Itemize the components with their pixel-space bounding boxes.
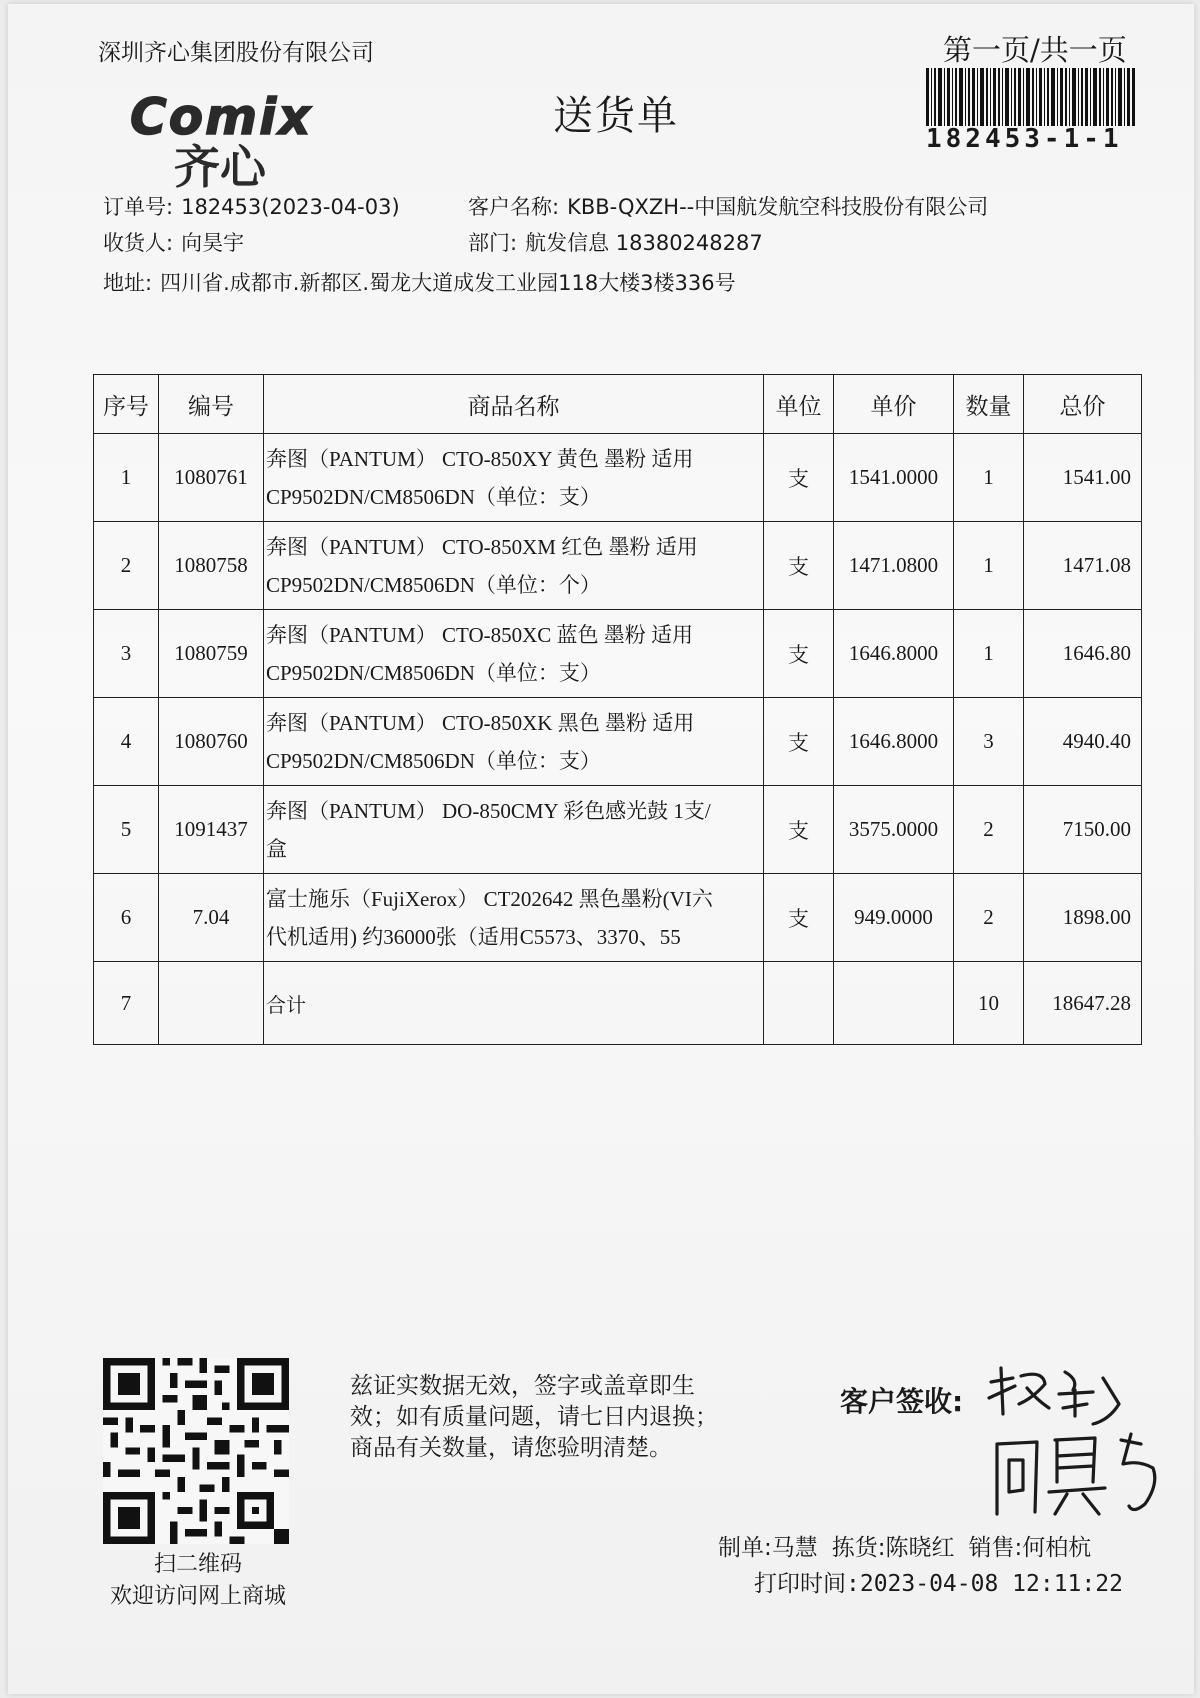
cell-seq: 4 <box>94 698 159 786</box>
cell-name-line-2: CP9502DN/CM8506DN（单位：支） <box>266 748 601 773</box>
cell-code: 1080758 <box>159 522 264 610</box>
svg-text:Comix: Comix <box>130 90 313 146</box>
cell-unit: 支 <box>764 786 834 874</box>
picker: 拣货:陈晓红 <box>831 1535 955 1561</box>
cell-code: 1080760 <box>159 698 264 786</box>
document-title: 送货单 <box>553 93 679 139</box>
cell-name-line-1: 奔图（PANTUM） CTO-850XK 黑色 墨粉 适用 <box>266 710 695 735</box>
address-label: 地址: <box>103 271 153 295</box>
col-header-total: 总价 <box>1024 375 1142 434</box>
cell-unit: 支 <box>764 522 834 610</box>
cell-name-line-2: CP9502DN/CM8506DN（单位：支） <box>266 660 601 685</box>
delivery-note-paper <box>8 4 1194 1694</box>
cell-price: 1471.0800 <box>834 522 954 610</box>
cell-name-line-2: CP9502DN/CM8506DN（单位：支） <box>266 484 601 509</box>
cell-qty: 1 <box>954 610 1024 698</box>
table-header-row <box>94 375 1142 434</box>
order-number-label: 订单号: <box>103 195 174 219</box>
address <box>103 267 736 297</box>
cell-name-line-1: 奔图（PANTUM） DO-850CMY 彩色感光鼓 1支/ <box>266 798 711 823</box>
receiver <box>103 227 244 257</box>
maker: 制单:马慧 <box>718 1535 818 1561</box>
cell-total: 1898.00 <box>1024 874 1142 962</box>
table-row <box>94 786 1142 874</box>
page-info: 第一页/共一页 <box>943 33 1127 67</box>
cell-unit-empty <box>764 962 834 1045</box>
cell-code: 7.04 <box>159 874 264 962</box>
cell-name-line-2: CP9502DN/CM8506DN（单位：个） <box>266 572 601 597</box>
cell-name <box>264 522 764 610</box>
cell-name-line-1: 奔图（PANTUM） CTO-850XC 蓝色 墨粉 适用 <box>266 622 694 647</box>
qr-caption-line-1: 扫二维码 <box>153 1552 242 1577</box>
barcode-number: 182453-1-1 <box>926 124 1123 154</box>
cell-name <box>264 434 764 522</box>
col-header-name: 商品名称 <box>264 375 764 434</box>
cell-total: 1471.08 <box>1024 522 1142 610</box>
cell-name <box>264 610 764 698</box>
comix-logo <box>126 90 351 190</box>
cell-seq: 6 <box>94 874 159 962</box>
col-header-unit: 单位 <box>764 375 834 434</box>
cell-total: 1541.00 <box>1024 434 1142 522</box>
total-qty: 10 <box>954 962 1024 1045</box>
cell-total: 4940.40 <box>1024 698 1142 786</box>
cell-name-line-2: 盒 <box>266 836 287 861</box>
cell-unit: 支 <box>764 698 834 786</box>
qr-code <box>103 1358 289 1544</box>
department-label: 部门: <box>468 231 518 255</box>
cell-name-line-2: 代机适用) 约36000张（适用C5573、3370、55 <box>266 924 681 949</box>
notice-line-3: 商品有关数量，请您验明清楚。 <box>350 1435 672 1461</box>
cell-name-line-1: 富士施乐（FujiXerox） CT202642 黑色墨粉(VI六 <box>266 886 713 911</box>
company-name: 深圳齐心集团股份有限公司 <box>98 40 374 66</box>
items-table <box>93 374 1142 1045</box>
table-row <box>94 522 1142 610</box>
cell-code: 1091437 <box>159 786 264 874</box>
customer-name <box>468 191 988 221</box>
total-label: 合计 <box>264 962 764 1045</box>
table-row <box>94 698 1142 786</box>
cell-seq: 1 <box>94 434 159 522</box>
cell-unit: 支 <box>764 434 834 522</box>
col-header-qty: 数量 <box>954 375 1024 434</box>
receiver-label: 收货人: <box>103 231 174 255</box>
barcode <box>926 68 1136 126</box>
cell-qty: 1 <box>954 522 1024 610</box>
cell-code: 1080759 <box>159 610 264 698</box>
department-value: 航发信息 18380248287 <box>525 231 763 255</box>
cell-name-line-1: 奔图（PANTUM） CTO-850XM 红色 墨粉 适用 <box>266 534 698 559</box>
cell-name <box>264 786 764 874</box>
cell-price: 1646.8000 <box>834 610 954 698</box>
cell-code: 1080761 <box>159 434 264 522</box>
customer-value: KBB-QXZH--中国航发航空科技股份有限公司 <box>567 195 989 219</box>
handwritten-signature <box>983 1364 1193 1524</box>
col-header-code: 编号 <box>159 375 264 434</box>
cell-name-line-1: 奔图（PANTUM） CTO-850XY 黄色 墨粉 适用 <box>266 446 694 471</box>
cell-qty: 2 <box>954 874 1024 962</box>
cell-qty: 1 <box>954 434 1024 522</box>
cell-total: 1646.80 <box>1024 610 1142 698</box>
receiver-value: 向昊宇 <box>181 231 245 255</box>
department <box>468 227 763 257</box>
notice-line-1: 兹证实数据无效，签字或盖章即生 <box>350 1373 695 1399</box>
svg-text:齐心: 齐心 <box>174 140 266 190</box>
cell-price: 3575.0000 <box>834 786 954 874</box>
address-value: 四川省.成都市.新都区.蜀龙大道成发工业园118大楼3楼336号 <box>160 271 736 295</box>
cell-qty: 2 <box>954 786 1024 874</box>
notice-text <box>350 1371 750 1464</box>
col-header-price: 单价 <box>834 375 954 434</box>
notice-line-2: 效；如有质量问题，请七日内退换； <box>350 1404 718 1430</box>
grand-total: 18647.28 <box>1024 962 1142 1045</box>
customer-label: 客户名称: <box>468 195 560 219</box>
col-header-seq: 序号 <box>94 375 159 434</box>
customer-sign-label: 客户签收: <box>840 1385 964 1418</box>
qr-caption-line-2: 欢迎访问网上商城 <box>109 1584 286 1609</box>
cell-unit: 支 <box>764 874 834 962</box>
sales: 销售:何柏杭 <box>968 1535 1092 1561</box>
cell-seq: 5 <box>94 786 159 874</box>
cell-price-empty <box>834 962 954 1045</box>
cell-unit: 支 <box>764 610 834 698</box>
cell-name <box>264 874 764 962</box>
cell-total: 7150.00 <box>1024 786 1142 874</box>
table-total-row <box>94 962 1142 1045</box>
cell-seq: 3 <box>94 610 159 698</box>
cell-price: 949.0000 <box>834 874 954 962</box>
print-time: 打印时间:2023-04-08 12:11:22 <box>754 1571 1123 1597</box>
cell-seq: 2 <box>94 522 159 610</box>
qr-caption <box>93 1549 303 1613</box>
order-number-value: 182453(2023-04-03) <box>181 195 400 219</box>
table-row <box>94 434 1142 522</box>
table-row <box>94 610 1142 698</box>
order-number <box>103 191 400 221</box>
cell-seq: 7 <box>94 962 159 1045</box>
table-row <box>94 874 1142 962</box>
cell-price: 1646.8000 <box>834 698 954 786</box>
cell-qty: 3 <box>954 698 1024 786</box>
cell-code-empty <box>159 962 264 1045</box>
staff-info <box>718 1529 1105 1562</box>
cell-price: 1541.0000 <box>834 434 954 522</box>
cell-name <box>264 698 764 786</box>
